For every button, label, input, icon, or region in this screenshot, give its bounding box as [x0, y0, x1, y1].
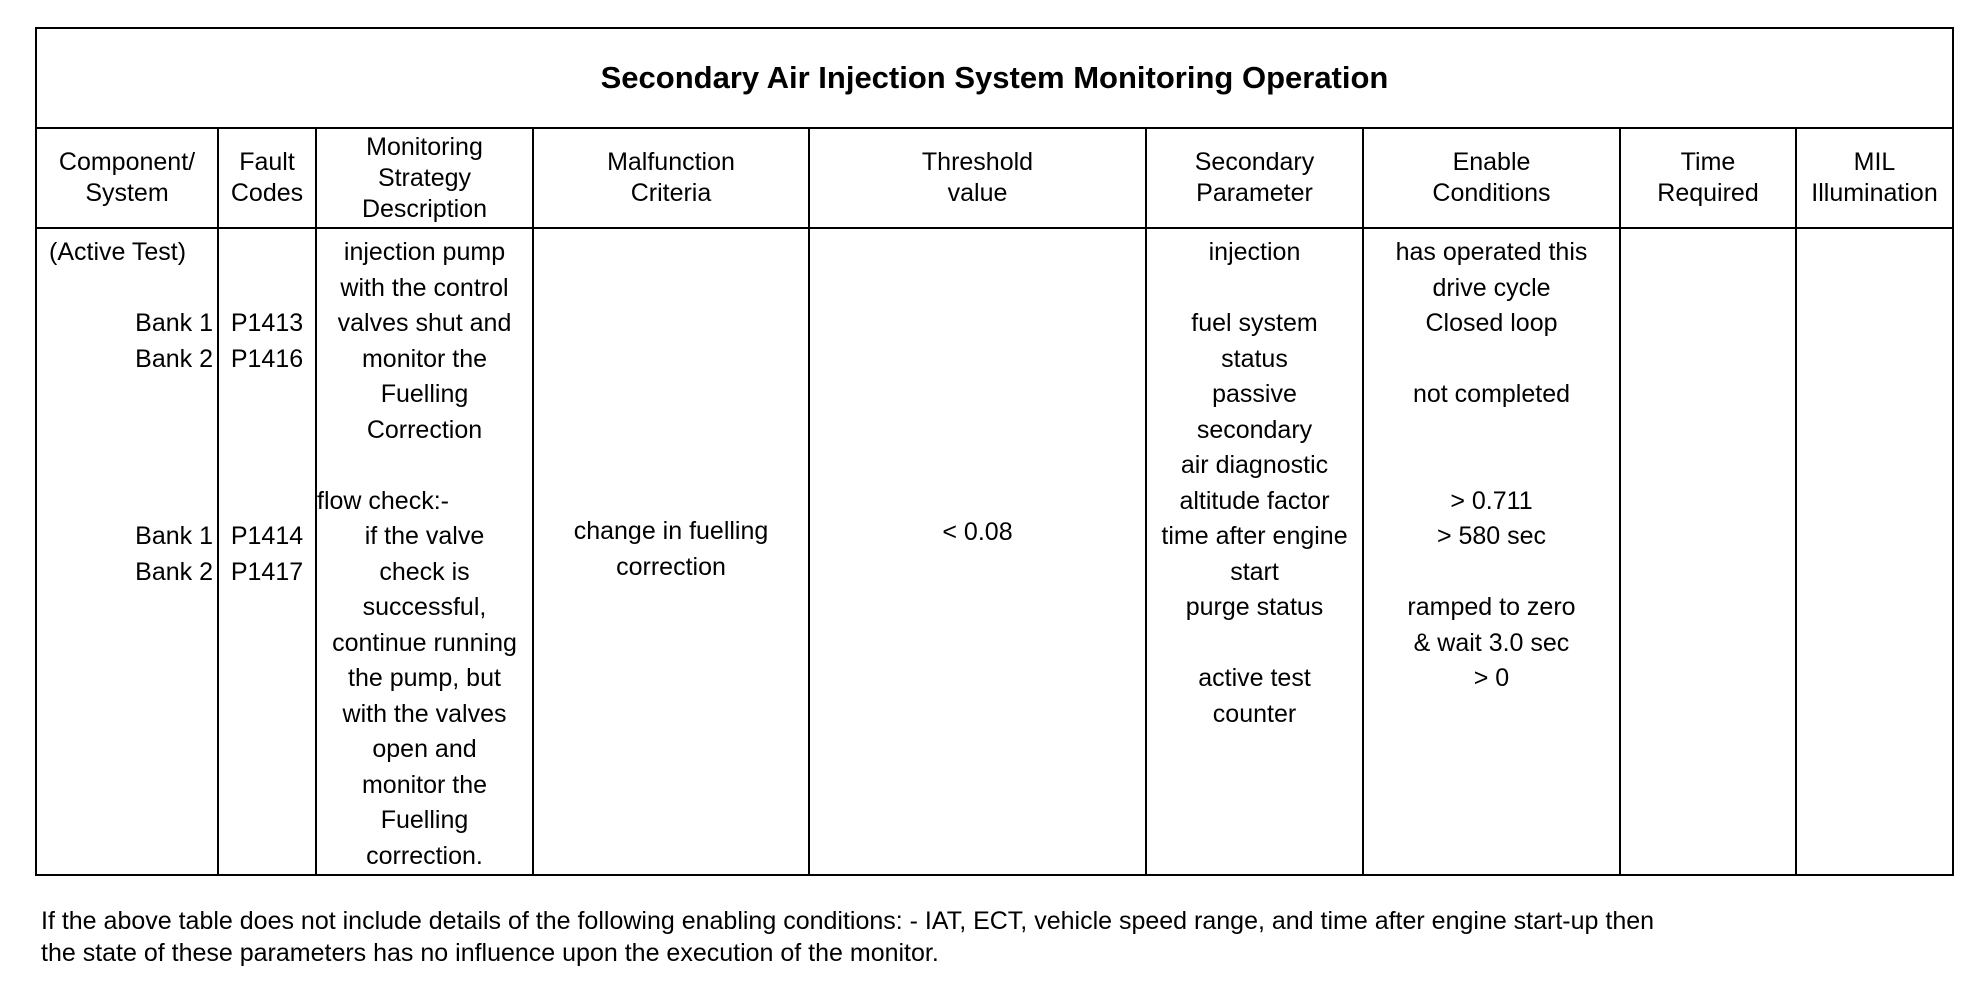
fault-code-line	[219, 377, 315, 413]
header-mil	[1796, 128, 1953, 228]
header-malfunction	[533, 128, 809, 228]
secondary-line	[1147, 271, 1362, 307]
time-required-cell	[1620, 228, 1796, 875]
secondary-line: air diagnostic	[1180, 451, 1329, 479]
component-line	[37, 271, 217, 307]
strategy-line: injection pump	[343, 238, 506, 266]
header-line: Required	[1657, 179, 1759, 207]
strategy-line: open and	[372, 735, 477, 763]
fault-code-line	[219, 484, 315, 520]
enable-line	[1364, 555, 1619, 591]
table-title: Secondary Air Injection System Monitoring Operation	[36, 28, 1953, 128]
strategy-line: successful,	[362, 593, 487, 621]
strategy-line: if the valve	[364, 522, 485, 550]
header-line: Monitoring	[366, 132, 483, 161]
header-line: Codes	[230, 179, 304, 207]
enable-line: Closed loop	[1425, 309, 1558, 337]
header-line: Malfunction	[607, 148, 735, 176]
enable-line: > 580 sec	[1436, 522, 1547, 550]
threshold-cell	[809, 228, 1146, 875]
secondary-line: status	[1221, 344, 1288, 373]
strategy-line: valves shut and	[337, 309, 512, 337]
header-threshold	[809, 128, 1146, 228]
enable-line: > 0.711	[1450, 486, 1533, 515]
secondary-cell	[1146, 228, 1363, 875]
secondary-line: passive	[1212, 380, 1297, 408]
strategy-line: Fuelling	[380, 380, 469, 408]
header-line: MIL	[1853, 148, 1896, 176]
component-line	[37, 448, 217, 484]
footnote	[41, 905, 1941, 969]
header-line: Parameter	[1196, 179, 1313, 207]
component-line: Bank 1	[135, 309, 213, 337]
strategy-line: continue running	[332, 628, 517, 657]
header-line: Component/	[58, 148, 196, 176]
title-row	[36, 28, 1953, 128]
strategy-line: correction.	[366, 841, 483, 870]
fault-codes-cell	[218, 228, 316, 875]
table-row	[36, 228, 1953, 875]
strategy-line: monitor the	[361, 344, 488, 373]
malfunction-line: change in fuelling	[573, 517, 769, 545]
component-line	[37, 377, 217, 413]
header-line: Secondary	[1194, 148, 1315, 176]
enable-line: has operated this	[1395, 238, 1588, 266]
strategy-line: Fuelling	[380, 806, 469, 834]
header-line: System	[85, 179, 169, 207]
header-line: Description	[361, 194, 488, 223]
enable-line	[1364, 448, 1619, 484]
secondary-line: active test	[1198, 664, 1311, 692]
header-line: Strategy	[377, 163, 472, 192]
component-line: Bank 2	[135, 557, 213, 586]
header-secondary	[1146, 128, 1363, 228]
fault-code-line	[219, 413, 315, 449]
secondary-line: secondary	[1196, 415, 1313, 444]
header-line: value	[947, 179, 1008, 207]
component-line	[37, 484, 217, 520]
secondary-line: injection	[1208, 238, 1301, 266]
secondary-line: counter	[1212, 699, 1297, 728]
fault-code-line	[219, 271, 315, 307]
enable-line: & wait 3.0 sec	[1413, 628, 1570, 657]
header-line: Illumination	[1811, 179, 1938, 207]
footnote-line: If the above table does not include details of the following enabling conditions: - IAT, ECT, vehicle speed range, and time after engine start-up then	[41, 907, 1655, 935]
header-fault-codes	[218, 128, 316, 228]
component-line	[37, 413, 217, 449]
strategy-line: with the valves	[342, 699, 507, 728]
header-strategy	[316, 128, 533, 228]
secondary-line	[1147, 626, 1362, 662]
component-line: Bank 1	[135, 522, 213, 550]
strategy-line: flow check:-	[317, 486, 449, 515]
fault-code-line: P1417	[230, 557, 304, 586]
secondary-line: fuel system	[1191, 309, 1318, 337]
fault-code-line: P1414	[230, 522, 304, 550]
mil-illumination-cell	[1796, 228, 1953, 875]
malfunction-cell	[533, 228, 809, 875]
strategy-line: monitor the	[361, 770, 488, 799]
malfunction-line: correction	[616, 552, 726, 581]
enable-line: not completed	[1412, 380, 1571, 408]
enable-line	[1364, 342, 1619, 378]
header-time	[1620, 128, 1796, 228]
strategy-cell	[316, 228, 533, 875]
fault-code-line	[219, 448, 315, 484]
header-component	[36, 128, 218, 228]
header-line: Criteria	[630, 179, 712, 207]
header-line: Enable	[1452, 148, 1531, 176]
header-line: Conditions	[1432, 179, 1551, 207]
component-line: Bank 2	[135, 344, 213, 373]
enable-line: > 0	[1473, 664, 1510, 692]
secondary-line: start	[1230, 557, 1279, 586]
header-line: Fault	[239, 148, 295, 176]
monitoring-table	[35, 27, 1954, 876]
component-cell	[36, 228, 218, 875]
fault-code-line: P1413	[230, 309, 304, 337]
footnote-line: the state of these parameters has no influence upon the execution of the monitor.	[41, 939, 939, 967]
header-line: Time	[1680, 148, 1736, 176]
strategy-line	[317, 448, 532, 484]
secondary-line: time after engine	[1161, 522, 1348, 550]
fault-code-line: P1416	[230, 344, 304, 373]
enable-line	[1364, 413, 1619, 449]
threshold-value: < 0.08	[942, 517, 1013, 546]
fault-code-line	[219, 235, 315, 271]
enable-cell	[1363, 228, 1620, 875]
header-line: Threshold	[921, 148, 1034, 176]
secondary-line: purge status	[1185, 593, 1324, 621]
header-row	[36, 128, 1953, 228]
component-line: (Active Test)	[49, 238, 187, 266]
enable-line: drive cycle	[1432, 273, 1551, 302]
strategy-line: the pump, but	[348, 664, 501, 692]
secondary-line: altitude factor	[1179, 486, 1330, 515]
header-enable	[1363, 128, 1620, 228]
enable-line: ramped to zero	[1407, 593, 1576, 621]
strategy-line: with the control	[340, 273, 509, 302]
strategy-line: Correction	[366, 415, 483, 444]
strategy-line: check is	[379, 557, 470, 586]
